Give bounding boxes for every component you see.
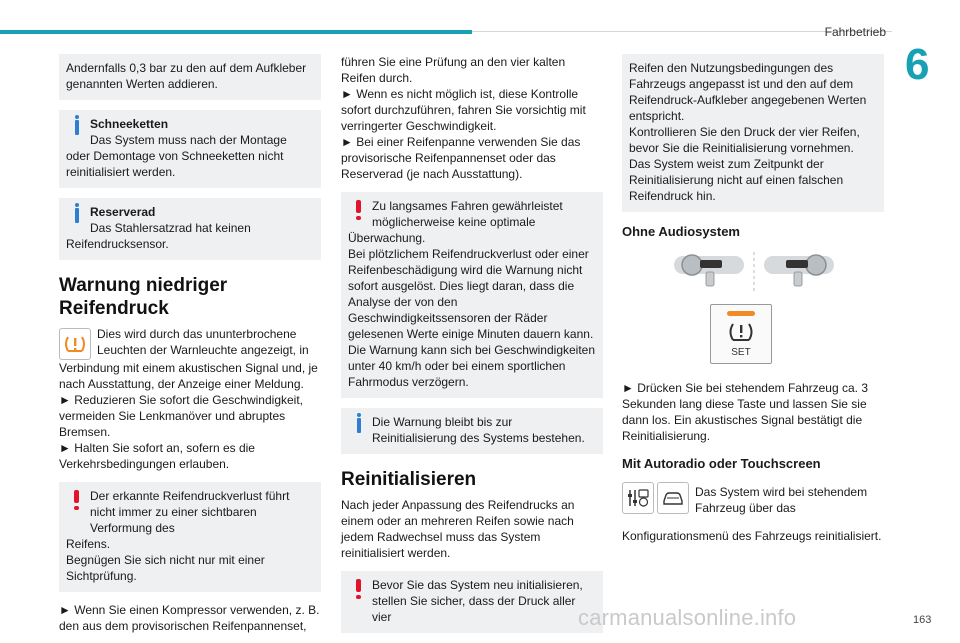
info-text: Reifendrucksensor.: [66, 237, 169, 251]
steering-wheel-diagram: [622, 248, 884, 300]
warning-line: Zu langsames Fahren gewährleistet möglicherweise keine optimale: [372, 199, 563, 229]
warning-text: Die Warnung kann sich bei Geschwindigkeiten unter 40 km/h oder bei einem sportlichen Fahrmodus verzögern.: [348, 343, 596, 389]
info-box-spare-wheel: [59, 198, 321, 260]
paragraph: Konfigurationsmenü des Fahrzeugs reinitialisiert.: [622, 529, 882, 543]
warning-line: Der erkannte Reifendruckverlust führt nicht immer zu einer sichtbaren Verformung des: [90, 489, 290, 535]
continued-warning-box: [622, 54, 884, 212]
paragraph: Dies wird durch das ununterbrochene Leuchten der Warnleuchte angezeigt, in: [97, 327, 309, 357]
page-number: 163: [913, 614, 932, 626]
column-1: [59, 54, 321, 634]
warning-box: [341, 192, 603, 398]
warning-text: Reifen den Nutzungsbedingungen des Fahrzeugs angepasst ist und den auf dem Reifendruck-Aufkleber angegebenen Werten entspricht.: [629, 61, 867, 123]
warning-text: Kontrollieren Sie den Druck der vier Reifen, bevor Sie die Reinitialisierung vornehmen.: [629, 125, 860, 155]
set-button[interactable]: [710, 304, 772, 364]
info-title: Schneeketten: [90, 117, 169, 131]
heading-with-radio: Mit Autoradio oder Touchscreen: [622, 456, 821, 471]
heading-without-audio: Ohne Audiosystem: [622, 224, 740, 239]
warning-icon: [74, 490, 79, 503]
instruction: ► Wenn Sie einen Kompressor verwenden, z. B. den aus dem provisorischen Reifenpannenset,: [59, 603, 320, 633]
note-text: Andernfalls 0,3 bar zu den auf dem Aufkleber genannten Werten addieren.: [66, 61, 307, 91]
warning-box: [341, 571, 603, 633]
paragraph: führen Sie eine Prüfung an den vier kalten Reifen durch.: [341, 55, 566, 85]
column-3: [622, 54, 884, 556]
menu-icons: [622, 482, 689, 514]
info-icon: [75, 115, 79, 119]
settings-menu-icon: [622, 482, 654, 514]
warning-text: Überwachung.: [348, 231, 426, 245]
info-icon: [75, 203, 79, 207]
warning-icon: [356, 200, 361, 213]
note-box: [59, 54, 321, 100]
paragraph: Verbindung mit einem akustischen Signal und, je nach Ausstattung, der Anzeige einer Meldung.: [59, 361, 318, 391]
instruction: ► Halten Sie sofort an, sofern es die Verkehrsbedingungen erlauben.: [59, 441, 255, 471]
header-accent-bar: [0, 30, 472, 34]
dashboard-illustration: [622, 248, 884, 376]
info-text: Die Warnung bleibt bis zur Reinitialisierung des Systems bestehen.: [372, 415, 585, 445]
info-box: [341, 408, 603, 454]
instruction: ► Bei einer Reifenpanne verwenden Sie das provisorische Reifenpannenset oder das Reserverad (je nach Ausstattung).: [341, 135, 581, 181]
info-text: oder Demontage von Schneeketten nicht reinitialisiert werden.: [66, 149, 284, 179]
heading-reinitialise: Reinitialisieren: [341, 469, 477, 490]
instruction: ► Reduzieren Sie sofort die Geschwindigkeit, vermeiden Sie Lenkmanöver und abruptes Bremsen.: [59, 393, 303, 439]
section-title: Fahrbetrieb: [824, 25, 886, 39]
vehicle-icon: [657, 482, 689, 514]
info-line: Das Stahlersatzrad hat keinen: [90, 221, 251, 235]
paragraph: Das System wird bei stehendem Fahrzeug über das: [695, 485, 868, 515]
set-label: SET: [731, 347, 751, 358]
warning-icon: [356, 579, 361, 592]
warning-box: [59, 482, 321, 592]
instruction: ► Drücken Sie bei stehendem Fahrzeug ca. 3 Sekunden lang diese Taste und lassen Sie sie dann los. Ein akustisches Signal bestätigt die Reinitialisierung.: [622, 381, 869, 443]
chapter-number: 6: [905, 40, 930, 89]
warning-text: Das System weist zum Zeitpunkt der Reinitialisierung nicht auf einen falschen Reifendruck hin.: [629, 157, 844, 203]
warning-text: Bevor Sie das System neu initialisieren, stellen Sie sicher, dass der Druck aller vier: [372, 578, 583, 624]
paragraph: Nach jeder Anpassung des Reifendrucks an einem oder an mehreren Reifen sowie nach jedem Radwechsel muss das System reinitialisiert werden.: [341, 498, 575, 560]
tyre-pressure-icon: [727, 321, 755, 343]
info-box-snow-chains: [59, 110, 321, 188]
warning-text: Reifens.: [66, 537, 111, 551]
warning-text: Begnügen Sie sich nicht nur mit einer Sichtprüfung.: [66, 553, 265, 583]
info-icon: [357, 413, 361, 417]
indicator-led: [727, 311, 755, 316]
column-2: [341, 54, 603, 643]
info-line: Das System muss nach der Montage: [90, 133, 287, 147]
watermark: carmanualsonline.info: [578, 605, 797, 630]
info-title: Reserverad: [90, 205, 156, 219]
tyre-pressure-warning-icon: [59, 328, 91, 360]
instruction: ► Wenn es nicht möglich ist, diese Kontrolle sofort durchzuführen, fahren Sie vorsichtig mit verringerter Geschwindigkeit.: [341, 87, 586, 133]
heading-low-pressure: Warnung niedriger Reifendruck: [59, 275, 228, 319]
warning-text: Bei plötzlichem Reifendruckverlust oder einer Reifenbeschädigung wird die Warnung nicht sofort ausgelöst. Dies liegt daran, dass die Analyse der von den Geschwindigkeitssensoren der Räder gelesenen Werte einige Minuten dauern kann.: [348, 247, 594, 341]
